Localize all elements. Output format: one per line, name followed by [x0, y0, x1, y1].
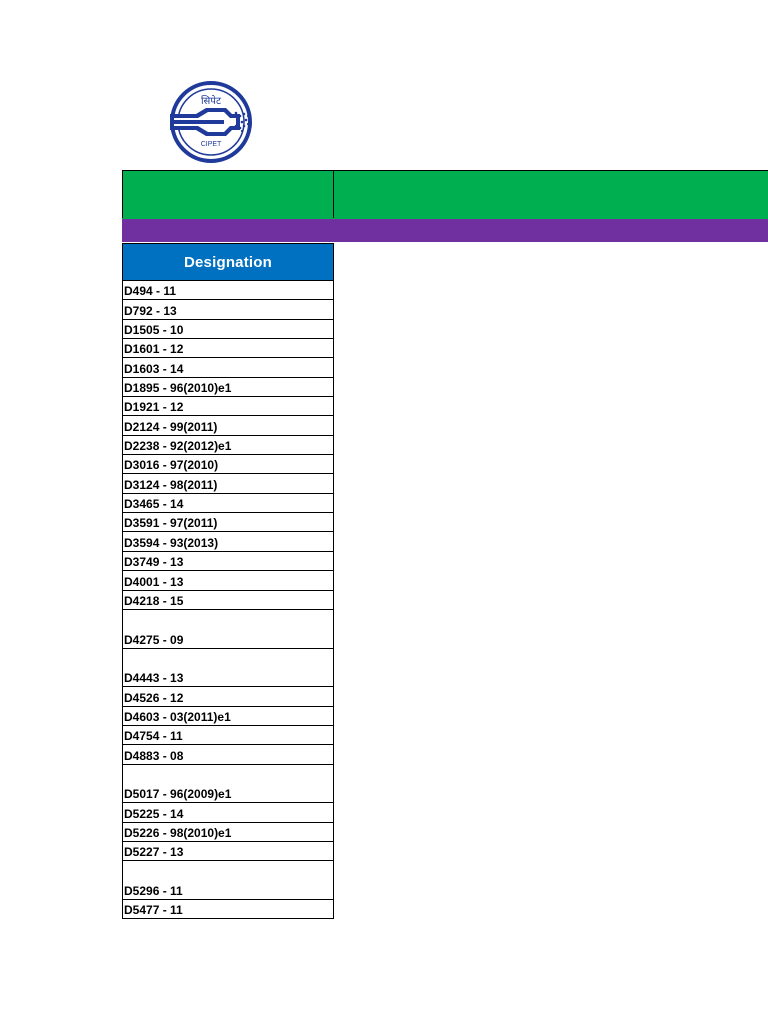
table-row: D5477 - 11	[123, 900, 333, 919]
table-row: D5226 - 98(2010)e1	[123, 823, 333, 842]
table-row: D1601 - 12	[123, 339, 333, 358]
table-row: D3591 - 97(2011)	[123, 513, 333, 532]
table-row: D3749 - 13	[123, 552, 333, 571]
table-row: D4526 - 12	[123, 687, 333, 706]
designation-table	[122, 281, 334, 919]
green-band-left-cell	[122, 170, 334, 218]
table-row: D4218 - 15	[123, 591, 333, 610]
table-row: D2124 - 99(2011)	[123, 416, 333, 435]
table-row: D1505 - 10	[123, 320, 333, 339]
table-row: D5296 - 11	[123, 861, 333, 900]
purple-subheader-band	[122, 219, 768, 242]
table-row: D5227 - 13	[123, 842, 333, 861]
logo-hindi-text: सिपेट	[200, 96, 222, 107]
table-row: D4275 - 09	[123, 610, 333, 649]
table-row: D3465 - 14	[123, 494, 333, 513]
designation-column-header: Designation	[122, 243, 334, 281]
table-row: D5017 - 96(2009)e1	[123, 765, 333, 804]
table-row: D3124 - 98(2011)	[123, 474, 333, 493]
table-row: D494 - 11	[123, 281, 333, 300]
table-row: D4883 - 08	[123, 745, 333, 764]
table-row: D792 - 13	[123, 300, 333, 319]
table-row: D5225 - 14	[123, 803, 333, 822]
table-row: D3594 - 93(2013)	[123, 532, 333, 551]
table-row: D3016 - 97(2010)	[123, 455, 333, 474]
table-row: D1895 - 96(2010)e1	[123, 378, 333, 397]
cipet-logo	[166, 80, 256, 164]
table-row: D1603 - 14	[123, 358, 333, 377]
table-row: D2238 - 92(2012)e1	[123, 436, 333, 455]
logo-english-text: CIPET	[200, 141, 222, 148]
table-row: D1921 - 12	[123, 397, 333, 416]
table-row: D4754 - 11	[123, 726, 333, 745]
table-row: D4001 - 13	[123, 571, 333, 590]
table-row: D4443 - 13	[123, 649, 333, 688]
table-row: D4603 - 03(2011)e1	[123, 707, 333, 726]
